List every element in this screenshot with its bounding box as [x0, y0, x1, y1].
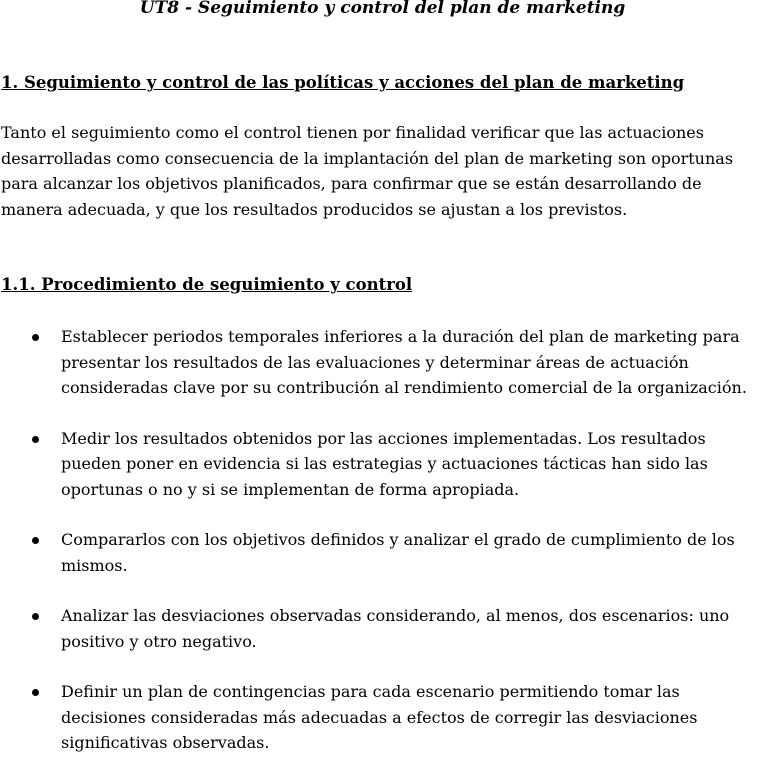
list-item — [0, 679, 761, 756]
bullet-text: Medir los resultados obtenidos por las acciones implementadas. Los resultados pueden poner en evidencia si las estrategias y actuaciones tácticas han sido las oportunas o no y si se implementan de forma apropiada. — [61, 428, 708, 499]
bullet-icon — [32, 689, 39, 696]
bullet-icon — [32, 436, 39, 443]
procedure-bullet-list — [0, 324, 765, 781]
bullet-text: Compararlos con los objetivos definidos y analizar el grado de cumplimiento de los mismos. — [61, 530, 735, 575]
document-title: UT8 - Seguimiento y control del plan de marketing — [139, 0, 626, 18]
list-item — [0, 324, 761, 401]
list-item — [0, 603, 761, 654]
section-1-1-heading: 1.1. Procedimiento de seguimiento y control — [1, 275, 413, 294]
bullet-icon — [32, 334, 39, 341]
bullet-icon — [32, 537, 39, 544]
list-item — [0, 426, 761, 503]
bullet-text: Analizar las desviaciones observadas considerando, al menos, dos escenarios: uno positivo y otro negativo. — [61, 606, 730, 651]
bullet-icon — [32, 613, 39, 620]
section-1-heading: 1. Seguimiento y control de las políticas y acciones del plan de marketing — [1, 73, 685, 92]
bullet-text: Definir un plan de contingencias para cada escenario permitiendo tomar las decisiones consideradas más adecuadas a efectos de corregir las desviaciones significativas observadas. — [61, 682, 698, 752]
list-item — [0, 527, 761, 578]
section-1-paragraph: Tanto el seguimiento como el control tienen por finalidad verificar que las actuaciones desarrolladas como consecuencia de la implantación del plan de marketing son oportunas para alcanzar los objetivos planificados, para confirmar que se están desarrollando de manera adecuada, y que los resultados producidos se ajustan a los previstos. — [1, 123, 734, 219]
bullet-text: Establecer periodos temporales inferiores a la duración del plan de marketing para presentar los resultados de las evaluaciones y determinar áreas de actuación consideradas clave por su contribución al rendimiento comercial de la organización. — [61, 327, 747, 397]
